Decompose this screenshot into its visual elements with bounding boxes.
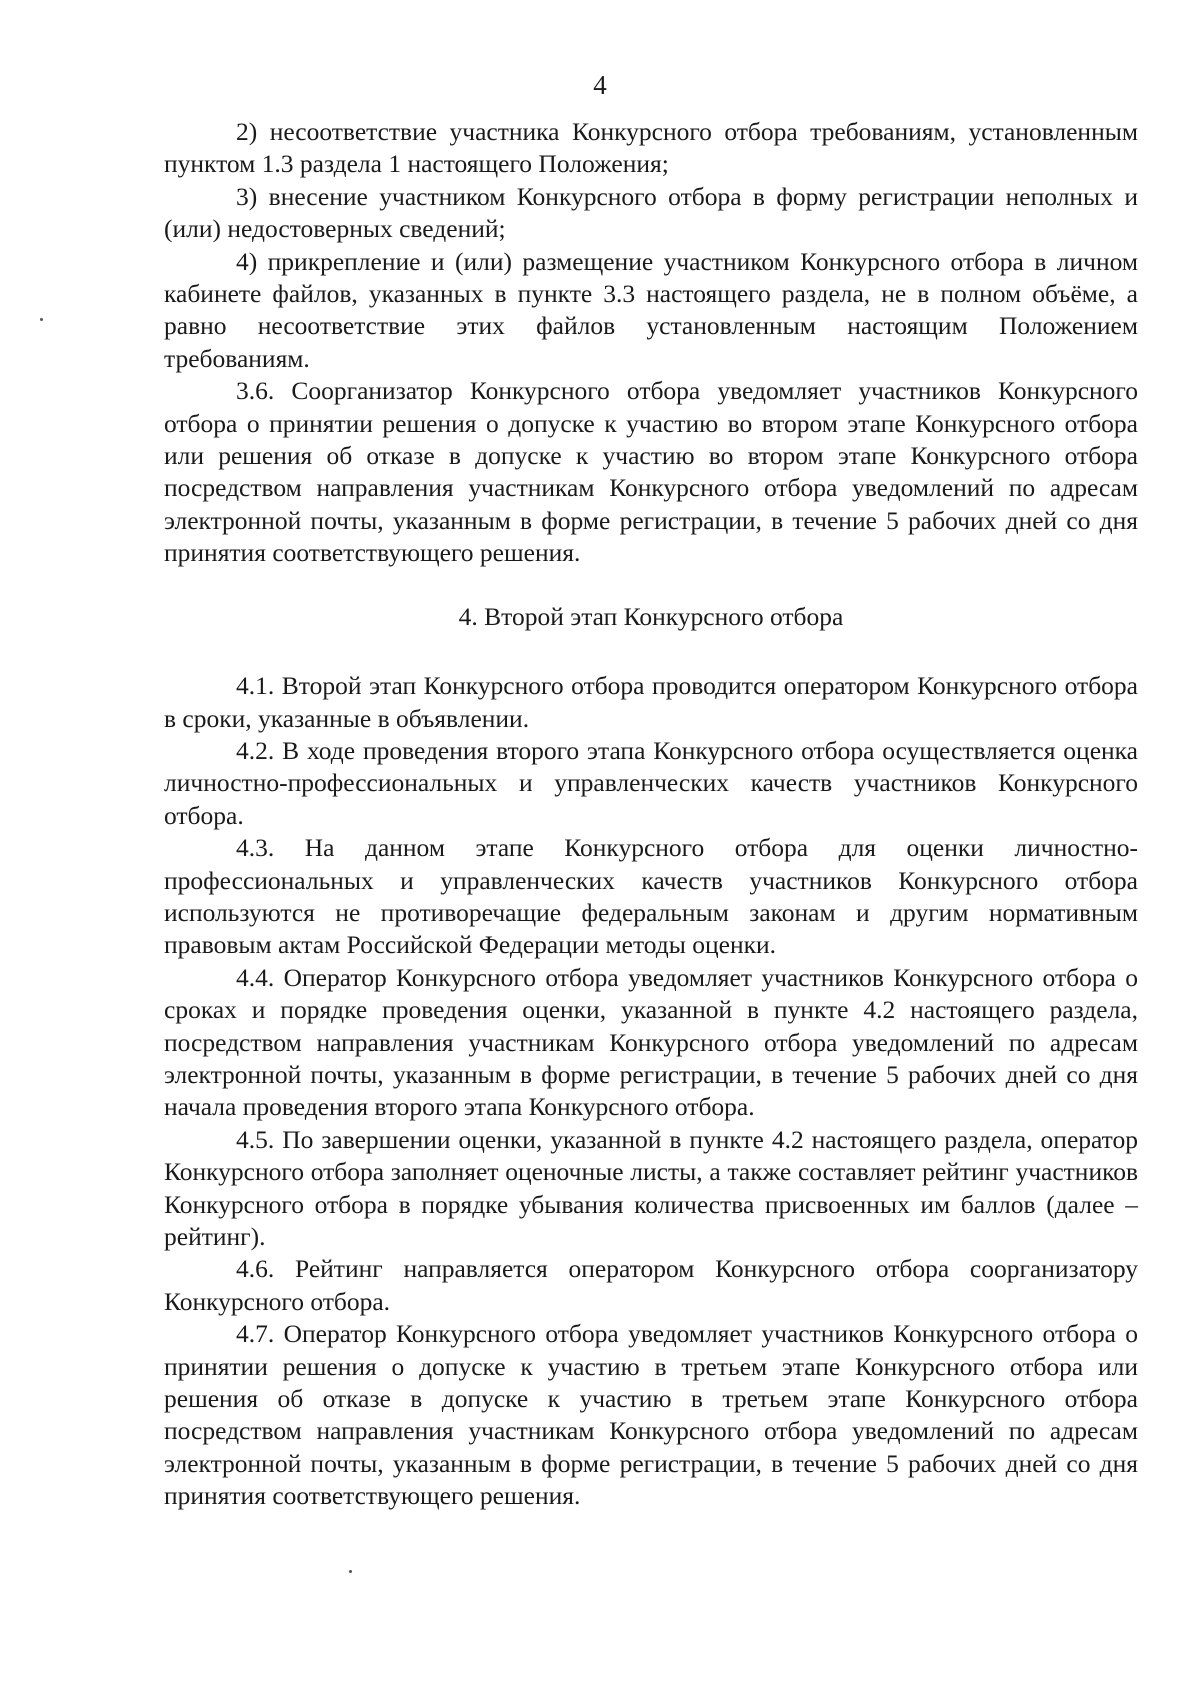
paragraph-4-6: 4.6. Рейтинг направляется оператором Конкурсного отбора соорганизатору Конкурсного отбора. [164,1254,1138,1316]
paragraph-item-4: 4) прикрепление и (или) размещение участником Конкурсного отбора в личном кабинете файлов, указанных в пункте 3.3 настоящего раздела, не в полном объёме, а равно несоответствие этих файлов установленным настоящим Положением требованиям. [164,246,1138,373]
section-heading: 4. Второй этап Конкурсного отбора [458,601,844,631]
scan-speck [40,318,43,321]
page-number: 4 [593,70,607,100]
paragraph-4-5: 4.5. По завершении оценки, указанной в пункте 4.2 настоящего раздела, оператор Конкурсного отбора заполняет оценочные листы, а также составляет рейтинг участников Конкурсного отбора в порядке убывания количества присвоенных им баллов (далее – рейтинг). [164,1124,1138,1251]
paragraph-4-7: 4.7. Оператор Конкурсного отбора уведомляет участников Конкурсного отбора о принятии решения о допуске к участию в третьем этапе Конкурсного отбора или решения об отказе в допуске к участию в третьем этапе Конкурсного отбора посредством направления участникам Конкурсного отбора уведомлений по адресам электронной почты, указанным в форме регистрации, в течение 5 рабочих дней со дня принятия соответствующего решения. [164,1319,1138,1511]
paragraph-item-2: 2) несоответствие участника Конкурсного отбора требованиям, установленным пунктом 1.3 раздела 1 настоящего Положения; [164,117,1138,179]
scan-speck [349,1570,352,1573]
paragraph-4-1: 4.1. Второй этап Конкурсного отбора проводится оператором Конкурсного отбора в сроки, указанные в объявлении. [164,671,1138,733]
paragraph-4-3: 4.3. На данном этапе Конкурсного отбора для оценки личностно-профессиональных и управленческих качеств участников Конкурсного отбора используются не противоречащие федеральным законам и другим нормативным правовым актам Российской Федерации методы оценки. [164,833,1138,960]
paragraph-item-3: 3) внесение участником Конкурсного отбора в форму регистрации неполных и (или) недостоверных сведений; [164,181,1138,244]
document-body [164,116,1138,1513]
paragraph-4-2: 4.2. В ходе проведения второго этапа Конкурсного отбора осуществляется оценка личностно-профессиональных и управленческих качеств участников Конкурсного отбора. [164,735,1138,830]
paragraph-3-6: 3.6. Соорганизатор Конкурсного отбора уведомляет участников Конкурсного отбора о принятии решения о допуске к участию во втором этапе Конкурсного отбора или решения об отказе в допуске к участию во втором этапе Конкурсного отбора посредством направления участникам Конкурсного отбора уведомлений по адресам электронной почты, указанным в форме регистрации, в течение 5 рабочих дней со дня принятия соответствующего решения. [164,376,1138,568]
paragraph-4-4: 4.4. Оператор Конкурсного отбора уведомляет участников Конкурсного отбора о сроках и порядке проведения оценки, указанной в пункте 4.2 настоящего раздела, посредством направления участникам Конкурсного отбора уведомлений по адресам электронной почты, указанным в форме регистрации, в течение 5 рабочих дней со дня начала проведения второго этапа Конкурсного отбора. [164,962,1138,1122]
